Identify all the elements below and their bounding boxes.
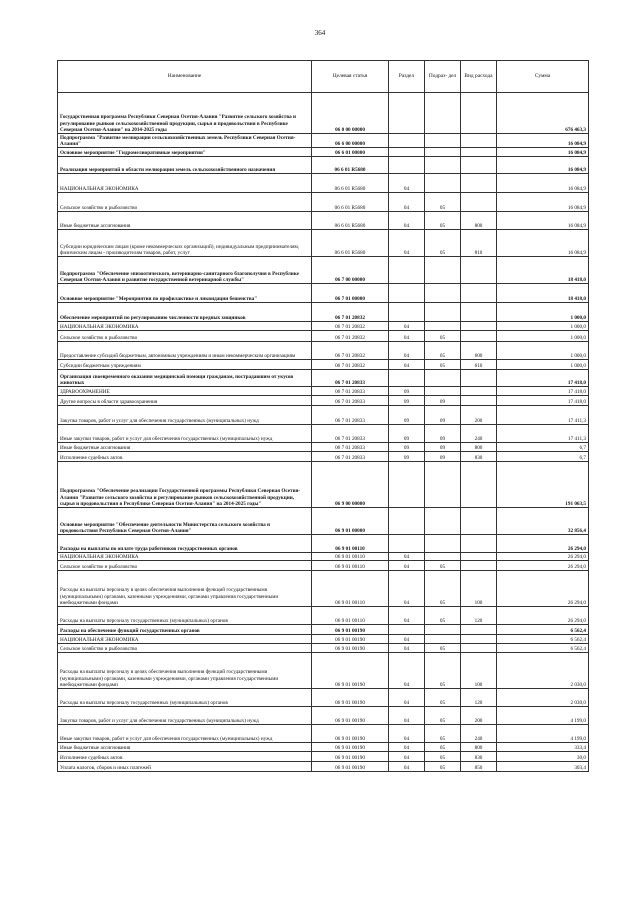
row-target-article: 06 6 01 R5680 xyxy=(312,157,389,174)
row-expense-type: 120 xyxy=(461,607,497,625)
row-expense-type xyxy=(461,553,497,561)
row-section: 04 xyxy=(389,725,425,743)
row-expense-type xyxy=(461,134,497,148)
row-expense-type xyxy=(461,284,497,303)
row-subsection xyxy=(425,93,461,134)
row-subsection: 09 xyxy=(425,443,461,452)
row-section: 04 xyxy=(389,360,425,370)
row-sum: 30,0 xyxy=(497,752,589,762)
row-section: 04 xyxy=(389,644,425,653)
row-expense-type xyxy=(461,193,497,212)
row-sum: 6 562,4 xyxy=(497,635,589,644)
row-target-article: 06 9 01 00190 xyxy=(312,725,389,743)
row-section: 04 xyxy=(389,553,425,561)
row-sum: 18 418,0 xyxy=(497,257,589,284)
row-expense-type xyxy=(461,635,497,644)
row-target-article: 06 7 01 20833 xyxy=(312,452,389,462)
row-sum: 6 562,4 xyxy=(497,625,589,635)
row-subsection: 05 xyxy=(425,561,461,571)
table-row xyxy=(58,571,589,607)
row-sum: 17 418,0 xyxy=(497,396,589,406)
row-expense-type: 800 xyxy=(461,212,497,230)
row-sum: 16 084,9 xyxy=(497,212,589,230)
row-expense-type: 200 xyxy=(461,406,497,425)
row-subsection xyxy=(425,134,461,148)
row-expense-type: 800 xyxy=(461,743,497,752)
row-subsection: 05 xyxy=(425,607,461,625)
row-subsection xyxy=(425,322,461,331)
row-target-article: 06 7 01 20833 xyxy=(312,396,389,406)
row-name: Исполнение судебных актов xyxy=(58,452,312,462)
row-sum: 32 856,4 xyxy=(497,508,589,535)
row-subsection xyxy=(425,303,461,322)
table-row xyxy=(58,425,589,443)
row-section: 09 xyxy=(389,396,425,406)
row-name: Иные бюджетные ассигнования xyxy=(58,443,312,452)
row-name: Сельское хозяйство и рыболовство xyxy=(58,193,312,212)
row-sum: 16 084,9 xyxy=(497,148,589,157)
row-sum: 17 418,0 xyxy=(497,370,589,387)
table-row xyxy=(58,443,589,452)
row-target-article: 06 7 00 00000 xyxy=(312,257,389,284)
row-section xyxy=(389,157,425,174)
row-section: 04 xyxy=(389,762,425,772)
row-name: Основное мероприятие "Обеспечение деятельности Министерства сельского хозяйства и продовольствия Республики Северная Осетия-Алания" xyxy=(58,508,312,535)
row-name: Исполнение судебных актов xyxy=(58,752,312,762)
table-row xyxy=(58,93,589,134)
row-sum: 333,4 xyxy=(497,743,589,752)
row-name: Подпрограмма "Развитие мелиорации сельскохозяйственных земель Республики Северная Осетия-Алания" xyxy=(58,134,312,148)
table-row xyxy=(58,553,589,561)
table-row xyxy=(58,462,589,508)
row-subsection: 05 xyxy=(425,689,461,707)
row-subsection xyxy=(425,625,461,635)
row-sum: 16 084,9 xyxy=(497,157,589,174)
row-section: 09 xyxy=(389,443,425,452)
row-name: Иные бюджетные ассигнования xyxy=(58,212,312,230)
table-row xyxy=(58,174,589,193)
row-subsection: 05 xyxy=(425,752,461,762)
row-sum: 16 084,9 xyxy=(497,174,589,193)
row-expense-type: 240 xyxy=(461,725,497,743)
row-section: 04 xyxy=(389,635,425,644)
row-target-article: 06 7 01 00000 xyxy=(312,284,389,303)
table-row xyxy=(58,452,589,462)
row-sum: 4 199,0 xyxy=(497,707,589,725)
row-target-article: 06 7 01 20832 xyxy=(312,322,389,331)
row-sum: 2 030,0 xyxy=(497,653,589,689)
row-target-article: 06 9 01 00190 xyxy=(312,644,389,653)
row-expense-type xyxy=(461,561,497,571)
table-row xyxy=(58,396,589,406)
row-name: Расходы на выплаты по оплате труда работников государственных органов xyxy=(58,535,312,553)
row-name: Расходы на выплаты персоналу в целях обеспечения выполнения функций государственными (муниципальными) органами, казенными учреждениями, органами управления государственными внебюджетными фондами xyxy=(58,571,312,607)
row-sum: 1 000,0 xyxy=(497,331,589,342)
row-section: 04 xyxy=(389,342,425,360)
row-expense-type: 610 xyxy=(461,360,497,370)
row-expense-type: 600 xyxy=(461,342,497,360)
row-sum: 6,7 xyxy=(497,452,589,462)
row-target-article: 06 7 01 20832 xyxy=(312,342,389,360)
row-name: Расходы на выплаты персоналу в целях обеспечения выполнения функций государственными (муниципальными) органами, казенными учреждениями, органами управления государственными внебюджетными фондами xyxy=(58,653,312,689)
row-subsection xyxy=(425,387,461,396)
row-expense-type xyxy=(461,157,497,174)
table-row xyxy=(58,322,589,331)
row-target-article: 06 9 01 00110 xyxy=(312,553,389,561)
row-target-article: 06 7 01 20833 xyxy=(312,425,389,443)
row-name: Государственная программа Республики Северная Осетия-Алания "Развитие сельского хозяйства и регулирование рынков сельскохозяйственной продукции, сырья и продовольствия в Республике Северная Осетия-Алания" на 2014-2025 годы xyxy=(58,93,312,134)
row-section xyxy=(389,508,425,535)
row-name: Основное мероприятие "Мероприятия по профилактике и ликвидации бешенства" xyxy=(58,284,312,303)
table-row xyxy=(58,689,589,707)
table-row xyxy=(58,644,589,653)
table-row xyxy=(58,230,589,257)
row-target-article: 06 0 00 00000 xyxy=(312,93,389,134)
row-sum: 676 463,3 xyxy=(497,93,589,134)
row-section xyxy=(389,625,425,635)
table-row xyxy=(58,607,589,625)
row-section: 09 xyxy=(389,425,425,443)
budget-table xyxy=(57,60,589,772)
row-section xyxy=(389,257,425,284)
row-target-article: 06 9 00 00000 xyxy=(312,462,389,508)
row-name: Реализация мероприятий в области мелиорации земель сельскохозяйственного назначения xyxy=(58,157,312,174)
row-subsection: 09 xyxy=(425,396,461,406)
row-section: 04 xyxy=(389,752,425,762)
row-target-article: 06 9 01 00000 xyxy=(312,508,389,535)
table-row xyxy=(58,360,589,370)
row-subsection: 05 xyxy=(425,360,461,370)
row-name: Иные закупки товаров, работ и услуг для обеспечения государственных (муниципальных) нужд xyxy=(58,725,312,743)
table-row xyxy=(58,406,589,425)
row-expense-type: 800 xyxy=(461,443,497,452)
row-name: Организация своевременного оказания медицинской помощи гражданам, пострадавшим от укусов животных xyxy=(58,370,312,387)
row-target-article: 06 9 01 00190 xyxy=(312,635,389,644)
row-expense-type xyxy=(461,322,497,331)
row-section: 04 xyxy=(389,607,425,625)
row-target-article: 06 6 01 R5680 xyxy=(312,193,389,212)
row-sum: 6 562,4 xyxy=(497,644,589,653)
row-target-article: 06 9 01 00190 xyxy=(312,625,389,635)
table-row xyxy=(58,331,589,342)
row-section: 04 xyxy=(389,653,425,689)
table-row xyxy=(58,387,589,396)
row-sum: 16 084,9 xyxy=(497,134,589,148)
row-expense-type: 100 xyxy=(461,653,497,689)
row-name: Основное мероприятие "Гидромелиоративные мероприятия" xyxy=(58,148,312,157)
row-subsection xyxy=(425,257,461,284)
row-target-article: 06 9 01 00190 xyxy=(312,752,389,762)
row-name: Сельское хозяйство и рыболовство xyxy=(58,331,312,342)
row-name: Расходы на выплаты персоналу государственных (муниципальных) органов xyxy=(58,607,312,625)
row-expense-type: 240 xyxy=(461,425,497,443)
row-expense-type: 120 xyxy=(461,689,497,707)
table-row xyxy=(58,303,589,322)
row-subsection: 05 xyxy=(425,193,461,212)
row-expense-type xyxy=(461,331,497,342)
table-row xyxy=(58,148,589,157)
row-name: Сельское хозяйство и рыболовство xyxy=(58,561,312,571)
row-subsection: 05 xyxy=(425,331,461,342)
row-target-article: 06 6 01 R5680 xyxy=(312,230,389,257)
row-target-article: 06 9 01 00190 xyxy=(312,653,389,689)
row-name: Предоставление субсидий бюджетным, автономным учреждениям и иным некоммерческим организациям xyxy=(58,342,312,360)
row-subsection: 09 xyxy=(425,452,461,462)
row-section: 04 xyxy=(389,689,425,707)
header-section: Раздел xyxy=(389,61,425,93)
table-row xyxy=(58,193,589,212)
row-section: 04 xyxy=(389,230,425,257)
row-expense-type: 830 xyxy=(461,752,497,762)
row-subsection: 09 xyxy=(425,406,461,425)
row-section: 04 xyxy=(389,322,425,331)
row-name: Иные закупки товаров, работ и услуг для обеспечения государственных (муниципальных) нужд xyxy=(58,425,312,443)
table-row xyxy=(58,535,589,553)
row-target-article: 06 7 01 20833 xyxy=(312,370,389,387)
row-expense-type: 830 xyxy=(461,452,497,462)
header-name: Наименование xyxy=(58,61,312,93)
row-section xyxy=(389,284,425,303)
row-sum: 17 411,3 xyxy=(497,406,589,425)
row-subsection: 05 xyxy=(425,212,461,230)
row-name: Другие вопросы в области здравоохранения xyxy=(58,396,312,406)
row-sum: 4 199,0 xyxy=(497,725,589,743)
row-subsection xyxy=(425,174,461,193)
row-section: 04 xyxy=(389,743,425,752)
row-expense-type xyxy=(461,257,497,284)
table-row xyxy=(58,342,589,360)
row-subsection: 05 xyxy=(425,725,461,743)
row-section: 04 xyxy=(389,174,425,193)
header-sum: Сумма xyxy=(497,61,589,93)
row-expense-type xyxy=(461,93,497,134)
row-subsection xyxy=(425,148,461,157)
row-expense-type xyxy=(461,174,497,193)
row-sum: 16 084,9 xyxy=(497,193,589,212)
row-target-article: 06 9 01 00110 xyxy=(312,535,389,553)
table-row xyxy=(58,762,589,772)
row-target-article: 06 7 01 20833 xyxy=(312,406,389,425)
row-sum: 16 084,9 xyxy=(497,230,589,257)
row-section xyxy=(389,303,425,322)
row-expense-type xyxy=(461,508,497,535)
row-section: 04 xyxy=(389,571,425,607)
row-target-article: 06 9 01 00190 xyxy=(312,743,389,752)
row-sum: 303,4 xyxy=(497,762,589,772)
row-expense-type: 200 xyxy=(461,707,497,725)
row-subsection: 05 xyxy=(425,762,461,772)
table-row xyxy=(58,725,589,743)
row-target-article: 06 6 00 00000 xyxy=(312,134,389,148)
row-sum: 26 294,0 xyxy=(497,571,589,607)
row-section: 04 xyxy=(389,707,425,725)
row-section: 09 xyxy=(389,387,425,396)
row-name: Подпрограмма "Обеспечение реализации Государственной программы Республики Северная Осетия-Алания "Развитие сельского хозяйства и регулирование рынков сельскохозяйственной продукции, сырья и продовольствия в Республике Северная Осетия-Алания" на 2014-2025 годы" xyxy=(58,462,312,508)
row-expense-type: 850 xyxy=(461,762,497,772)
row-subsection xyxy=(425,284,461,303)
row-sum: 18 418,0 xyxy=(497,284,589,303)
row-target-article: 06 9 01 00190 xyxy=(312,689,389,707)
row-expense-type xyxy=(461,535,497,553)
row-name: НАЦИОНАЛЬНАЯ ЭКОНОМИКА xyxy=(58,553,312,561)
row-subsection: 05 xyxy=(425,230,461,257)
row-target-article: 06 7 01 20833 xyxy=(312,443,389,452)
row-subsection xyxy=(425,462,461,508)
row-subsection xyxy=(425,370,461,387)
row-target-article: 06 9 01 00110 xyxy=(312,607,389,625)
row-name: Закупка товаров, работ и услуг для обеспечения государственных (муниципальных) нужд xyxy=(58,707,312,725)
row-sum: 17 418,0 xyxy=(497,387,589,396)
row-name: Обеспечение мероприятий по регулированию численности вредных хищников xyxy=(58,303,312,322)
row-section: 04 xyxy=(389,331,425,342)
row-subsection xyxy=(425,508,461,535)
row-subsection xyxy=(425,553,461,561)
row-section xyxy=(389,535,425,553)
row-name: Подпрограмма "Обеспечение эпизоотического, ветеринарно-санитарного благополучия в Республике Северная Осетия-Алания и развитие государственной ветеринарной службы" xyxy=(58,257,312,284)
row-sum: 26 294,0 xyxy=(497,535,589,553)
row-expense-type xyxy=(461,462,497,508)
row-section: 09 xyxy=(389,452,425,462)
row-expense-type: 810 xyxy=(461,230,497,257)
row-sum: 2 030,0 xyxy=(497,689,589,707)
row-name: НАЦИОНАЛЬНАЯ ЭКОНОМИКА xyxy=(58,322,312,331)
row-target-article: 06 7 01 20832 xyxy=(312,331,389,342)
row-section: 04 xyxy=(389,561,425,571)
row-target-article: 06 6 01 00000 xyxy=(312,148,389,157)
page-number: 364 xyxy=(314,29,326,37)
header-expense-type: Вид расхода xyxy=(461,61,497,93)
table-row xyxy=(58,370,589,387)
row-expense-type xyxy=(461,625,497,635)
row-expense-type xyxy=(461,303,497,322)
row-target-article: 06 7 01 20833 xyxy=(312,387,389,396)
row-target-article: 06 7 01 20832 xyxy=(312,303,389,322)
table-row xyxy=(58,134,589,148)
row-sum: 1 000,0 xyxy=(497,342,589,360)
row-sum: 26 294,0 xyxy=(497,561,589,571)
row-subsection xyxy=(425,635,461,644)
row-section: 09 xyxy=(389,406,425,425)
row-target-article: 06 7 01 20832 xyxy=(312,360,389,370)
row-subsection: 05 xyxy=(425,653,461,689)
table-row xyxy=(58,212,589,230)
table-row xyxy=(58,743,589,752)
row-section xyxy=(389,370,425,387)
row-sum: 191 063,5 xyxy=(497,462,589,508)
row-target-article: 06 9 01 00190 xyxy=(312,707,389,725)
row-subsection: 05 xyxy=(425,571,461,607)
row-subsection: 05 xyxy=(425,342,461,360)
row-name: НАЦИОНАЛЬНАЯ ЭКОНОМИКА xyxy=(58,635,312,644)
row-subsection xyxy=(425,535,461,553)
row-target-article: 06 6 01 R5680 xyxy=(312,174,389,193)
row-target-article: 06 9 01 00190 xyxy=(312,762,389,772)
table-row xyxy=(58,561,589,571)
row-section xyxy=(389,93,425,134)
row-sum: 26 294,0 xyxy=(497,553,589,561)
row-subsection xyxy=(425,157,461,174)
row-name: Субсидии бюджетным учреждениям xyxy=(58,360,312,370)
table-row xyxy=(58,157,589,174)
row-name: Сельское хозяйство и рыболовство xyxy=(58,644,312,653)
table-row xyxy=(58,752,589,762)
row-sum: 1 000,0 xyxy=(497,360,589,370)
row-name: Расходы на обеспечение функций государственных органов xyxy=(58,625,312,635)
row-target-article: 06 6 01 R5680 xyxy=(312,212,389,230)
row-subsection: 09 xyxy=(425,425,461,443)
row-name: Субсидии юридическим лицам (кроме некоммерческих организаций), индивидуальным предпринимателям, физическим лицам - производителям товаров, работ, услуг xyxy=(58,230,312,257)
row-expense-type xyxy=(461,644,497,653)
row-sum: 1 000,0 xyxy=(497,303,589,322)
row-name: Закупка товаров, работ и услуг для обеспечения государственных (муниципальных) нужд xyxy=(58,406,312,425)
table-row xyxy=(58,625,589,635)
table-row xyxy=(58,257,589,284)
row-section xyxy=(389,134,425,148)
row-expense-type xyxy=(461,148,497,157)
row-section xyxy=(389,462,425,508)
row-name: НАЦИОНАЛЬНАЯ ЭКОНОМИКА xyxy=(58,174,312,193)
row-subsection: 05 xyxy=(425,707,461,725)
row-expense-type xyxy=(461,396,497,406)
row-name: Расходы на выплаты персоналу государственных (муниципальных) органов xyxy=(58,689,312,707)
row-name: Уплата налогов, сборов и иных платежей xyxy=(58,762,312,772)
row-name: ЗДРАВООХРАНЕНИЕ xyxy=(58,387,312,396)
row-sum: 6,7 xyxy=(497,443,589,452)
header-target-article: Целевая статья xyxy=(312,61,389,93)
row-sum: 17 411,3 xyxy=(497,425,589,443)
table-row xyxy=(58,508,589,535)
row-expense-type xyxy=(461,370,497,387)
row-name: Иные бюджетные ассигнования xyxy=(58,743,312,752)
row-section: 04 xyxy=(389,212,425,230)
row-target-article: 06 9 01 00110 xyxy=(312,571,389,607)
table-header-row xyxy=(58,61,589,93)
row-sum: 26 294,0 xyxy=(497,607,589,625)
header-subsection: Подраз- дел xyxy=(425,61,461,93)
row-target-article: 06 9 01 00110 xyxy=(312,561,389,571)
table-row xyxy=(58,635,589,644)
row-expense-type xyxy=(461,387,497,396)
row-subsection: 05 xyxy=(425,743,461,752)
table-row xyxy=(58,707,589,725)
row-section: 04 xyxy=(389,193,425,212)
table-row xyxy=(58,653,589,689)
row-subsection: 05 xyxy=(425,644,461,653)
row-section xyxy=(389,148,425,157)
row-expense-type: 100 xyxy=(461,571,497,607)
table-row xyxy=(58,284,589,303)
row-sum: 1 000,0 xyxy=(497,322,589,331)
